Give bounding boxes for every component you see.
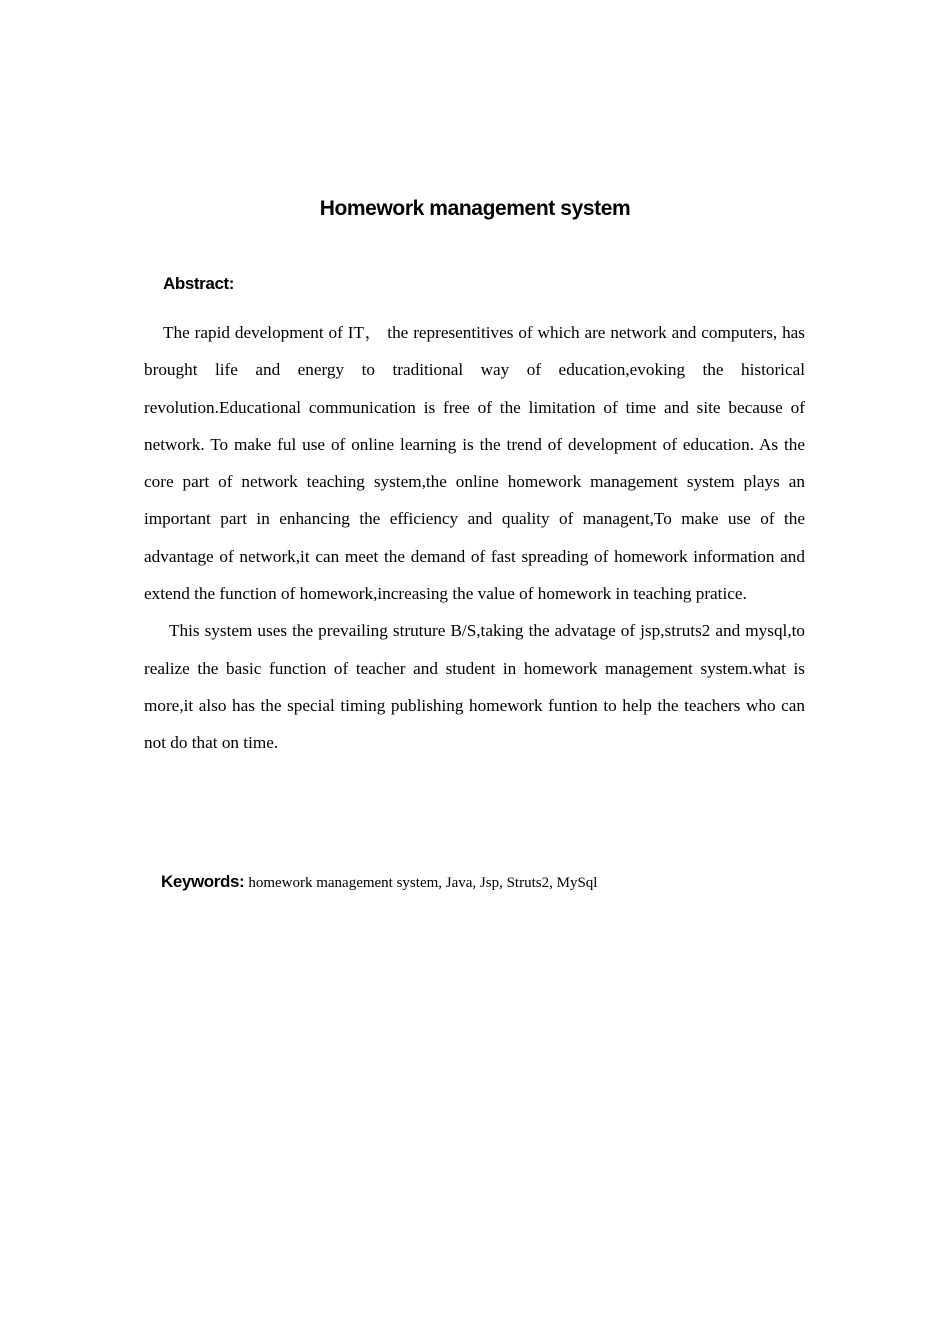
abstract-heading: Abstract: xyxy=(163,274,235,293)
abstract-body xyxy=(144,314,805,762)
abstract-paragraph: The rapid development of IT， the representitives of which are network and computers, has brought life and energy to traditional way of education,evoking the historical revolution.Educational communication is free of the limitation of time and site because of network. To make ful use of online learning is the trend of development of education. As the core part of network teaching system,the online homework management system plays an important part in enhancing the efficiency and quality of managent,To make use of the advantage of network,it can meet the demand of fast spreading of homework information and extend the function of homework,increasing the value of homework in teaching pratice. xyxy=(144,323,805,604)
abstract-paragraph: This system uses the prevailing struture B/S,taking the advatage of jsp,struts2 and mysql,to realize the basic function of teacher and student in homework management system.what is more,it also has the special timing publishing homework funtion to help the teachers who can not do that on time. xyxy=(144,621,805,753)
keywords-label: Keywords: xyxy=(161,872,245,891)
keywords-line xyxy=(161,872,597,892)
document-title: Homework management system xyxy=(319,197,631,220)
keywords-value: homework management system, Java, Jsp, Struts2, MySql xyxy=(248,875,598,891)
